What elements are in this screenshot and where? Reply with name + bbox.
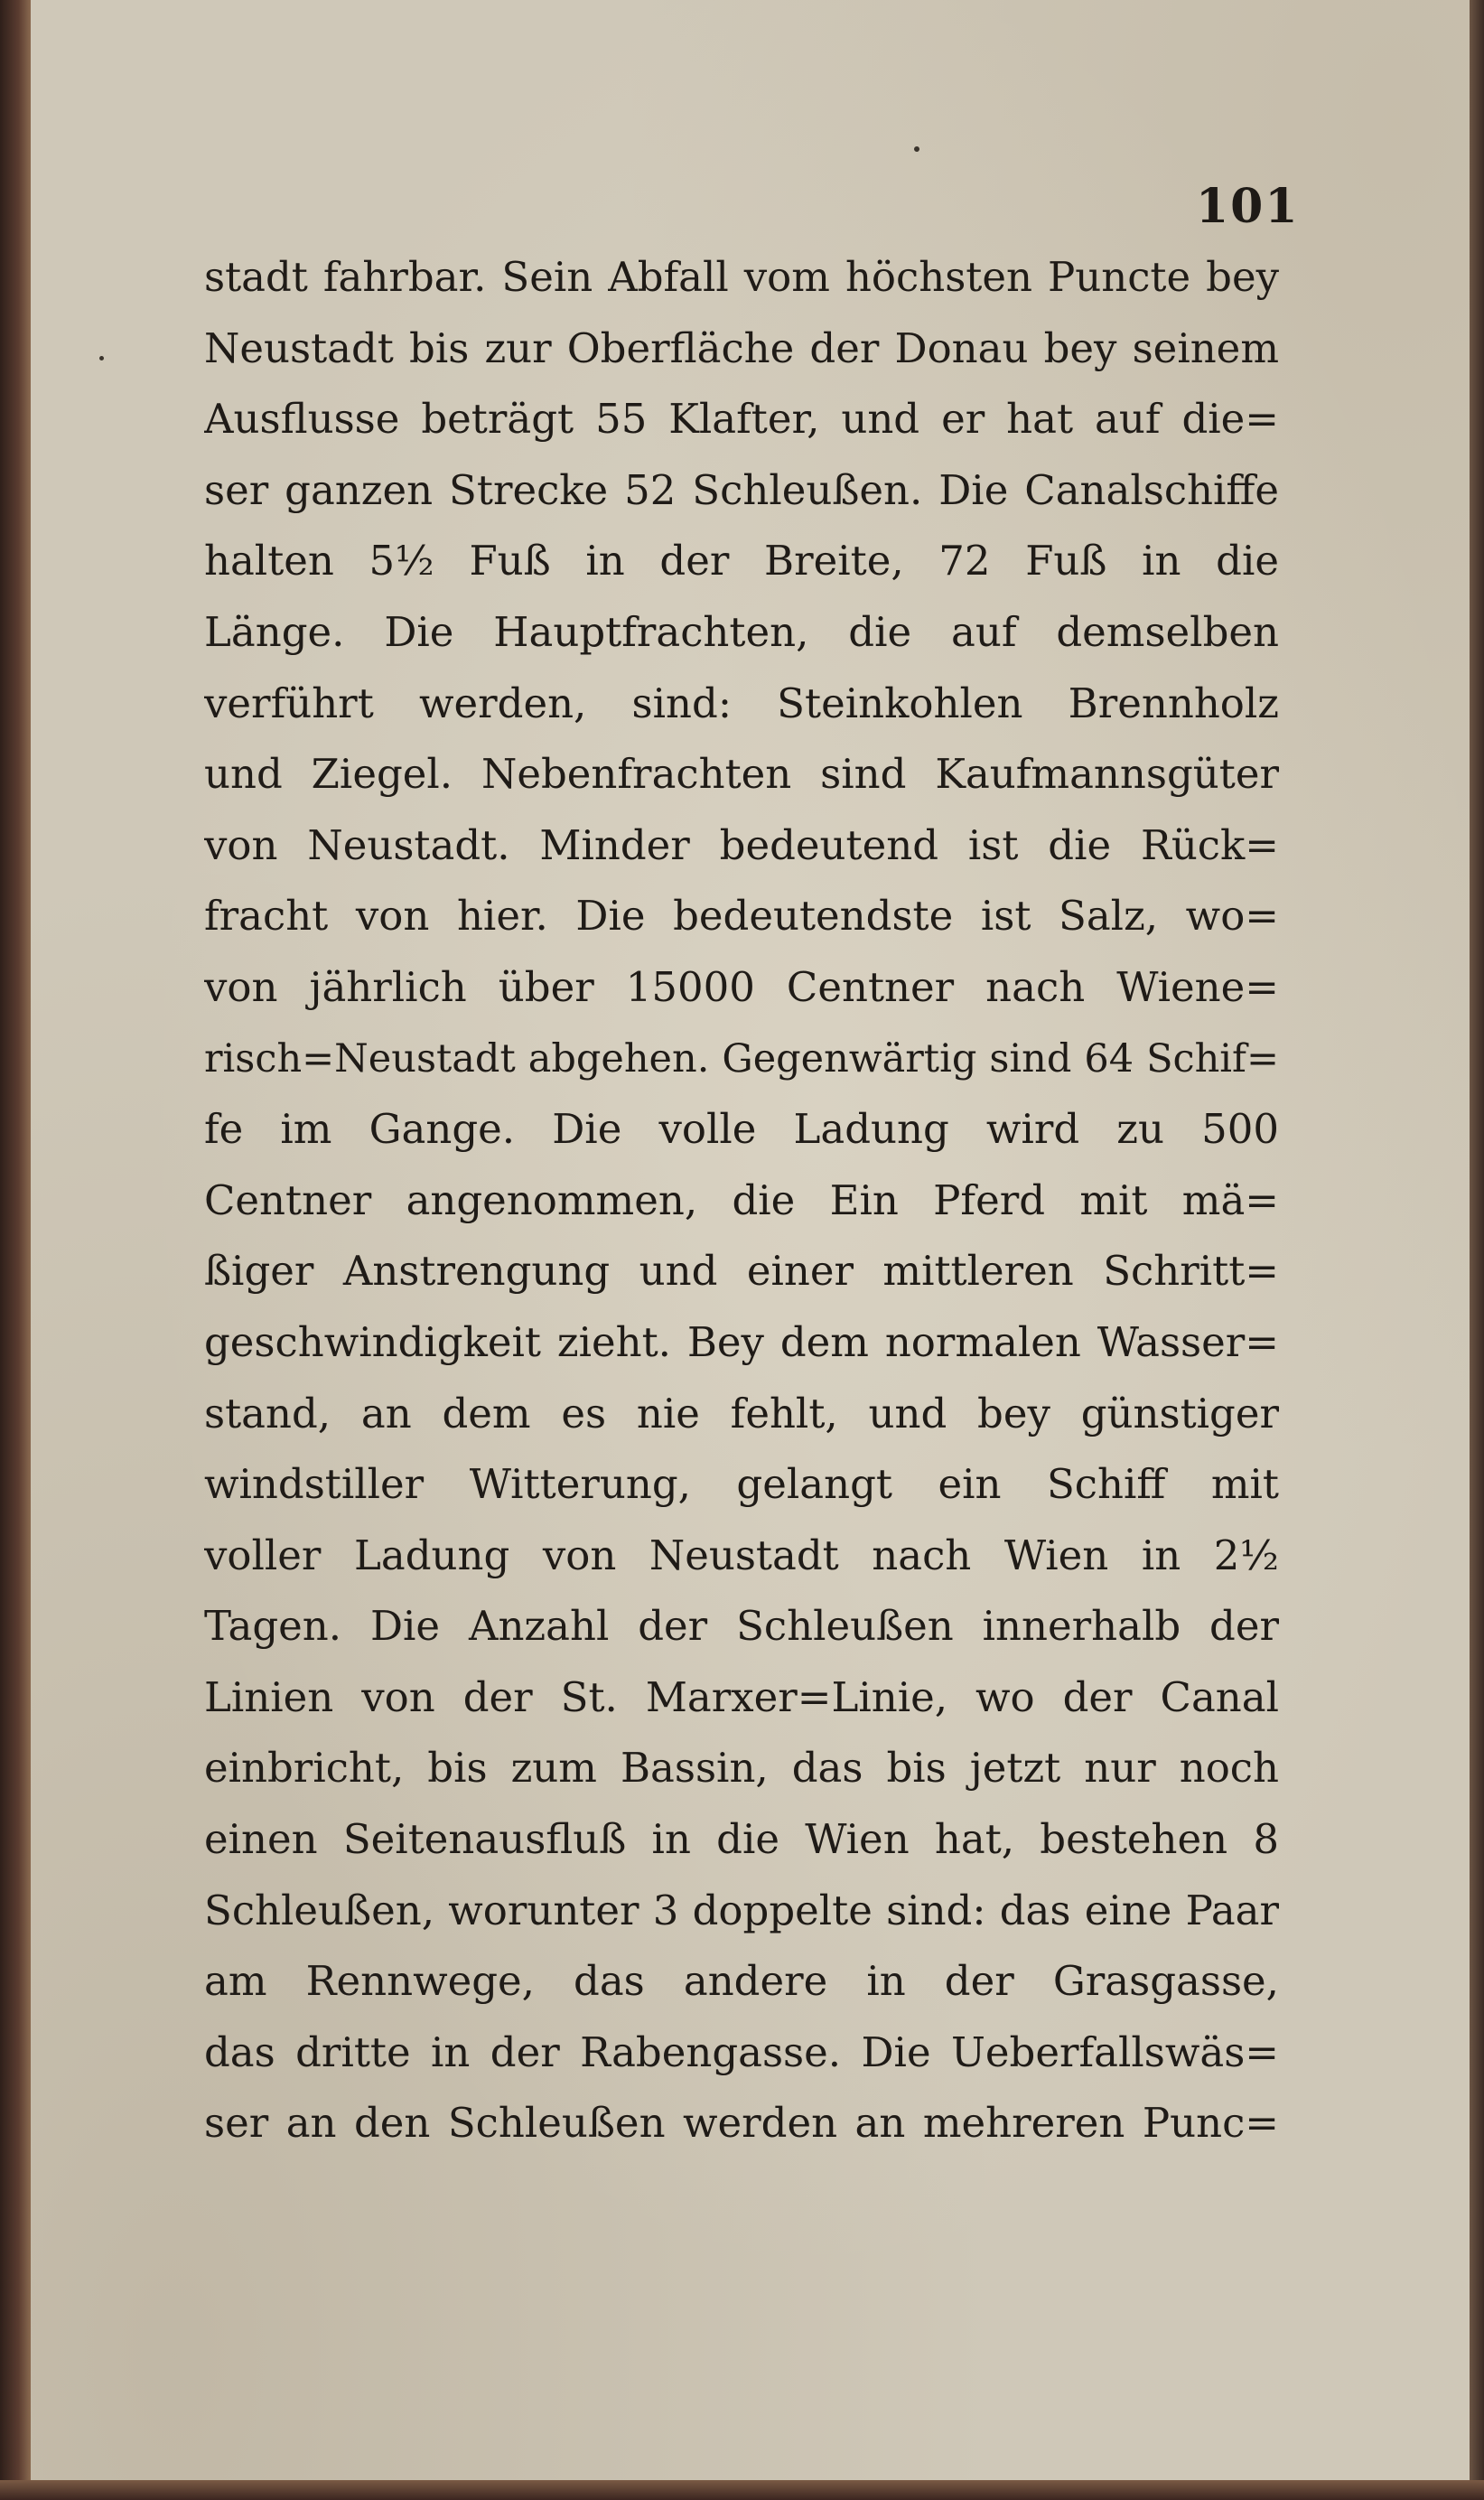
text-line: windstiller Witterung, gelangt ein Schiff mit	[204, 1460, 1279, 1509]
book-page	[31, 0, 1470, 2480]
text-line: voller Ladung von Neustadt nach Wien in 2½	[204, 1531, 1279, 1579]
paper-speck	[914, 146, 919, 152]
page-number: 101	[1196, 179, 1300, 234]
text-line: das dritte in der Rabengasse. Die Ueberfallswäs=	[204, 2027, 1279, 2076]
text-line: stadt fahrbar. Sein Abfall vom höchsten Puncte bey	[204, 253, 1279, 301]
paper-speck	[99, 356, 104, 360]
text-line: halten 5½ Fuß in der Breite, 72 Fuß in die	[204, 537, 1279, 585]
text-line: von Neustadt. Minder bedeutend ist die Rück=	[204, 820, 1279, 869]
text-line: Ausflusse beträgt 55 Klafter, und er hat auf die=	[204, 395, 1279, 444]
text-line: ßiger Anstrengung und einer mittleren Schritt=	[204, 1247, 1279, 1296]
text-line: Länge. Die Hauptfrachten, die auf demselben	[204, 607, 1279, 656]
text-line: Neustadt bis zur Oberfläche der Donau bey seinem	[204, 323, 1279, 372]
text-line: von jährlich über 15000 Centner nach Wiene=	[204, 962, 1279, 1011]
text-line: fe im Gange. Die volle Ladung wird zu 500	[204, 1105, 1279, 1154]
text-line: einbricht, bis zum Bassin, das bis jetzt nur noch	[204, 1744, 1279, 1793]
text-line: verführt werden, sind: Steinkohlen Brennholz	[204, 679, 1279, 727]
text-line: geschwindigkeit zieht. Bey dem normalen Wasser=	[204, 1317, 1279, 1366]
body-text	[204, 242, 1279, 2159]
text-line: am Rennwege, das andere in der Grasgasse,	[204, 1957, 1279, 2006]
text-line: und Ziegel. Nebenfrachten sind Kaufmannsgüter	[204, 750, 1279, 799]
text-line: Tagen. Die Anzahl der Schleußen innerhalb der	[204, 1602, 1279, 1651]
text-line: einen Seitenausfluß in die Wien hat, bestehen 8	[204, 1815, 1279, 1864]
book-right-edge	[1470, 0, 1484, 2500]
book-bottom-edge	[0, 2480, 1484, 2500]
text-line: fracht von hier. Die bedeutendste ist Salz, wo=	[204, 892, 1279, 941]
text-line: stand, an dem es nie fehlt, und bey günstiger	[204, 1389, 1279, 1437]
text-line: Schleußen, worunter 3 doppelte sind: das eine Paar	[204, 1886, 1279, 1934]
book-spine-edge	[0, 0, 31, 2500]
text-line: risch=Neustadt abgehen. Gegenwärtig sind 64 Schif=	[204, 1035, 1279, 1081]
text-line: Centner angenommen, die Ein Pferd mit mä=	[204, 1175, 1279, 1224]
text-line: ser an den Schleußen werden an mehreren Punc=	[204, 2099, 1279, 2148]
text-line: Linien von der St. Marxer=Linie, wo der Canal	[204, 1672, 1279, 1721]
text-line: ser ganzen Strecke 52 Schleußen. Die Canalschiffe	[204, 465, 1279, 514]
